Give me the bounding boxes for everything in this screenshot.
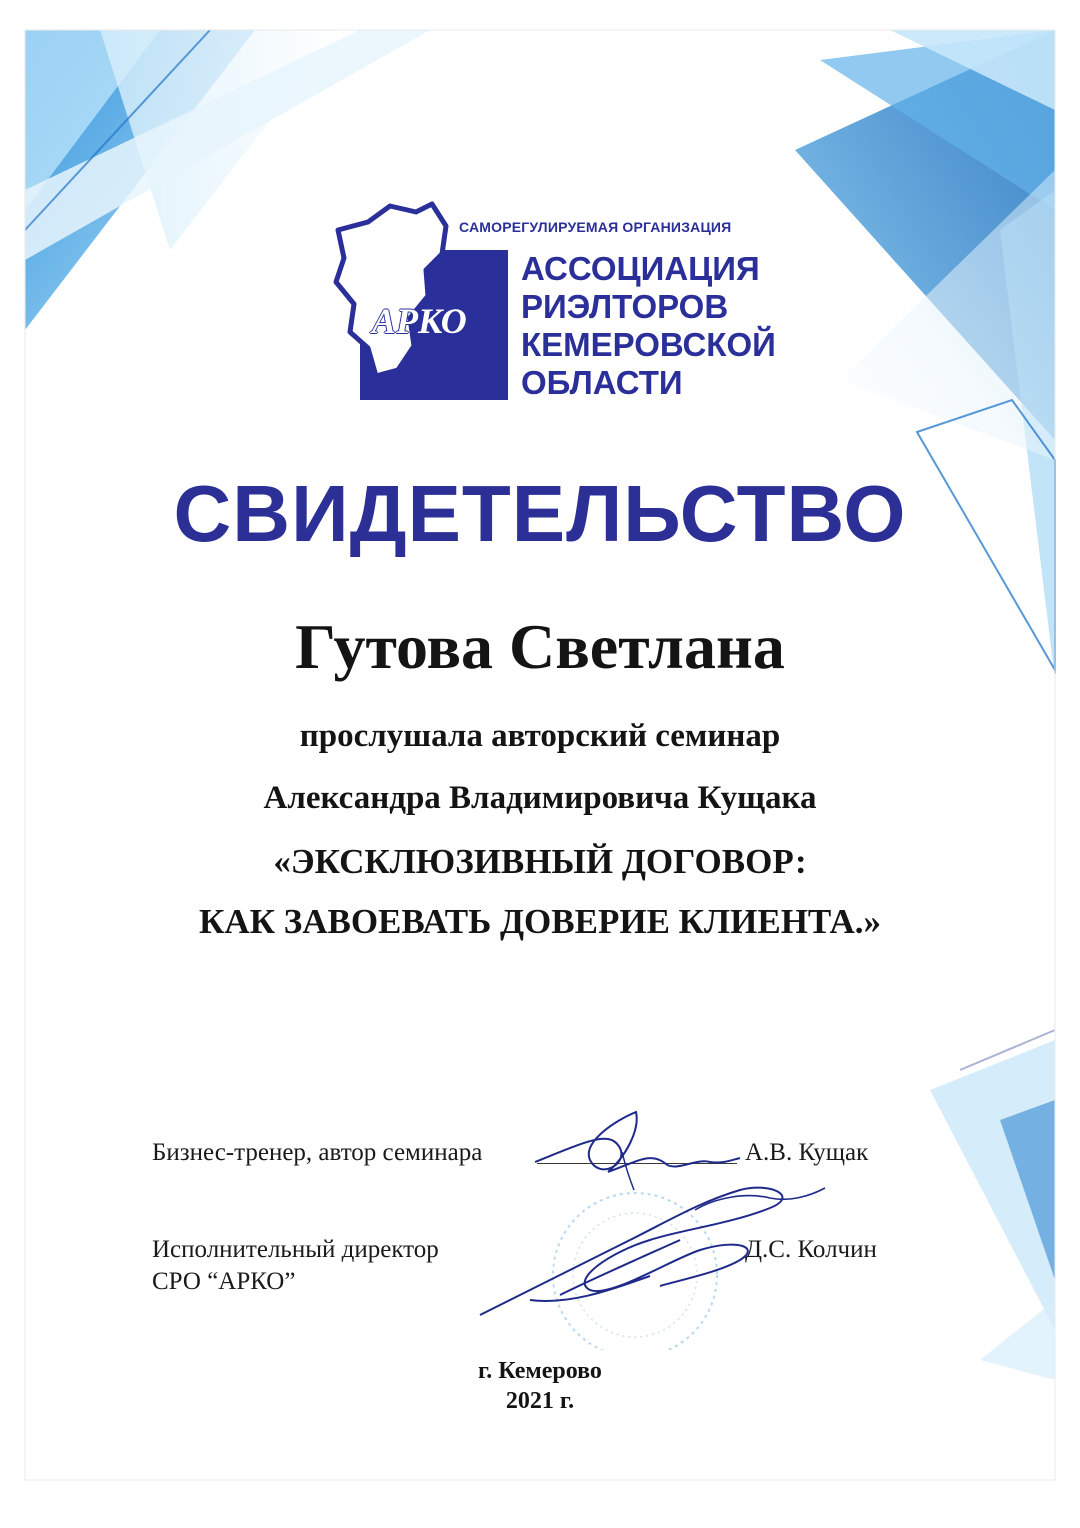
signatory-name: А.В. Кущак (745, 1139, 869, 1166)
organization-name-line: РИЭЛТОРОВ (521, 288, 729, 325)
signature-kolchin (480, 1188, 782, 1315)
logo-text: АРКО (372, 301, 467, 341)
year: 2021 г. (505, 1388, 575, 1414)
organization-name-line: КЕМЕРОВСКОЙ (521, 326, 776, 363)
seminar-line: прослушала авторский семинар (299, 718, 781, 754)
signatory-name: Д.С. Колчин (745, 1236, 877, 1263)
handwritten-signatures (440, 1090, 880, 1350)
city: г. Кемерово (478, 1358, 602, 1384)
certificate-title: СВИДЕТЕЛЬСТВО (173, 469, 907, 558)
recipient-name: Гутова Светлана (295, 611, 785, 682)
seminar-title-line: «ЭКСКЛЮЗИВНЫЙ ДОГОВОР: (273, 842, 807, 881)
author-line: Александра Владимировича Кущака (263, 780, 817, 816)
organization-subtitle: САМОРЕГУЛИРУЕМАЯ ОРГАНИЗАЦИЯ (459, 219, 732, 235)
signatory-role: Исполнительный директор (152, 1236, 439, 1263)
organization-name-line: АССОЦИАЦИЯ (521, 250, 760, 287)
signatory-role-line2: СРО “АРКО” (152, 1268, 296, 1295)
organization-name-line: ОБЛАСТИ (521, 364, 683, 401)
stamp-seal (553, 1193, 717, 1350)
signature-kushchak (535, 1112, 740, 1172)
signatory-role: Бизнес-тренер, автор семинара (152, 1139, 483, 1166)
organization-name (521, 250, 776, 402)
seminar-title-line: КАК ЗАВОЕВАТЬ ДОВЕРИЕ КЛИЕНТА.» (198, 902, 882, 941)
